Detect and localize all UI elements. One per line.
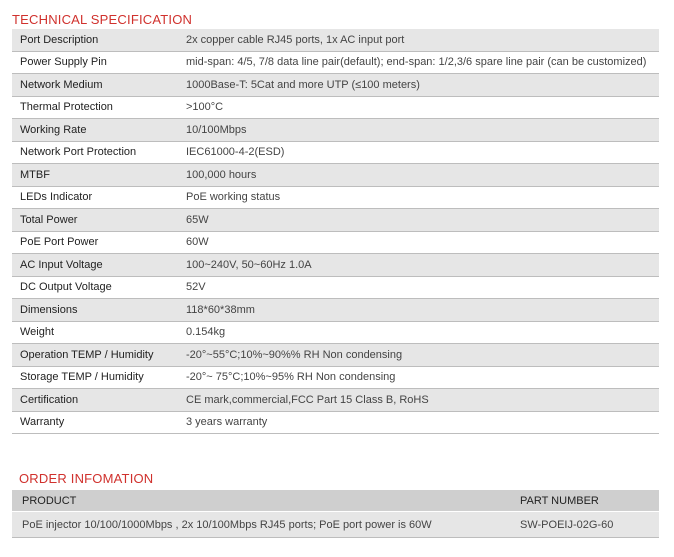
spec-row xyxy=(12,164,659,187)
spec-value: mid-span: 4/5, 7/8 data line pair(default); end-span: 1/2,3/6 spare line pair (can be customized) xyxy=(186,51,659,74)
spec-row xyxy=(12,389,659,412)
part-number-cell: SW-POEIJ-02G-60 xyxy=(520,512,659,538)
spec-row xyxy=(12,299,659,322)
spec-row xyxy=(12,74,659,97)
spec-row xyxy=(12,29,659,51)
spec-row xyxy=(12,141,659,164)
product-cell: PoE injector 10/100/1000Mbps , 2x 10/100Mbps RJ45 ports; PoE port power is 60W xyxy=(12,512,520,538)
spec-row xyxy=(12,51,659,74)
spec-value: 100,000 hours xyxy=(186,164,659,187)
spec-label: Power Supply Pin xyxy=(12,51,186,74)
order-section-title: ORDER INFOMATION xyxy=(19,471,154,486)
spec-value: 10/100Mbps xyxy=(186,119,659,142)
spec-value: 118*60*38mm xyxy=(186,299,659,322)
spec-row xyxy=(12,344,659,367)
spec-label: LEDs Indicator xyxy=(12,186,186,209)
spec-value: 3 years warranty xyxy=(186,411,659,434)
spec-label: Total Power xyxy=(12,209,186,232)
product-column-header: PRODUCT xyxy=(12,490,520,512)
spec-row xyxy=(12,231,659,254)
spec-value: >100°C xyxy=(186,96,659,119)
spec-label: PoE Port Power xyxy=(12,231,186,254)
spec-value: IEC61000-4-2(ESD) xyxy=(186,141,659,164)
spec-row xyxy=(12,366,659,389)
spec-value: PoE working status xyxy=(186,186,659,209)
spec-value: 100~240V, 50~60Hz 1.0A xyxy=(186,254,659,277)
spec-row xyxy=(12,209,659,232)
spec-value: -20°~ 75°C;10%~95% RH Non condensing xyxy=(186,366,659,389)
spec-label: Operation TEMP / Humidity xyxy=(12,344,186,367)
spec-label: Thermal Protection xyxy=(12,96,186,119)
spec-value: 2x copper cable RJ45 ports, 1x AC input port xyxy=(186,29,659,51)
spec-value: 0.154kg xyxy=(186,321,659,344)
order-row xyxy=(12,512,659,538)
part-number-column-header: PART NUMBER xyxy=(520,490,659,512)
spec-value: 65W xyxy=(186,209,659,232)
order-header-row xyxy=(12,490,659,512)
spec-row xyxy=(12,254,659,277)
spec-label: Weight xyxy=(12,321,186,344)
spec-section-title: TECHNICAL SPECIFICATION xyxy=(12,12,193,27)
spec-label: Dimensions xyxy=(12,299,186,322)
spec-label: Certification xyxy=(12,389,186,412)
spec-label: AC Input Voltage xyxy=(12,254,186,277)
spec-label: Network Medium xyxy=(12,74,186,97)
spec-label: Network Port Protection xyxy=(12,141,186,164)
spec-row xyxy=(12,411,659,434)
spec-value: CE mark,commercial,FCC Part 15 Class B, RoHS xyxy=(186,389,659,412)
spec-label: MTBF xyxy=(12,164,186,187)
spec-label: Storage TEMP / Humidity xyxy=(12,366,186,389)
spec-row xyxy=(12,321,659,344)
order-table xyxy=(12,490,659,538)
spec-label: DC Output Voltage xyxy=(12,276,186,299)
spec-table xyxy=(12,29,659,434)
spec-value: 1000Base-T: 5Cat and more UTP (≤100 meters) xyxy=(186,74,659,97)
spec-row xyxy=(12,276,659,299)
spec-row xyxy=(12,186,659,209)
spec-value: 60W xyxy=(186,231,659,254)
spec-label: Warranty xyxy=(12,411,186,434)
spec-value: -20°~55°C;10%~90%% RH Non condensing xyxy=(186,344,659,367)
spec-label: Working Rate xyxy=(12,119,186,142)
spec-row xyxy=(12,96,659,119)
spec-label: Port Description xyxy=(12,29,186,51)
spec-row xyxy=(12,119,659,142)
spec-value: 52V xyxy=(186,276,659,299)
